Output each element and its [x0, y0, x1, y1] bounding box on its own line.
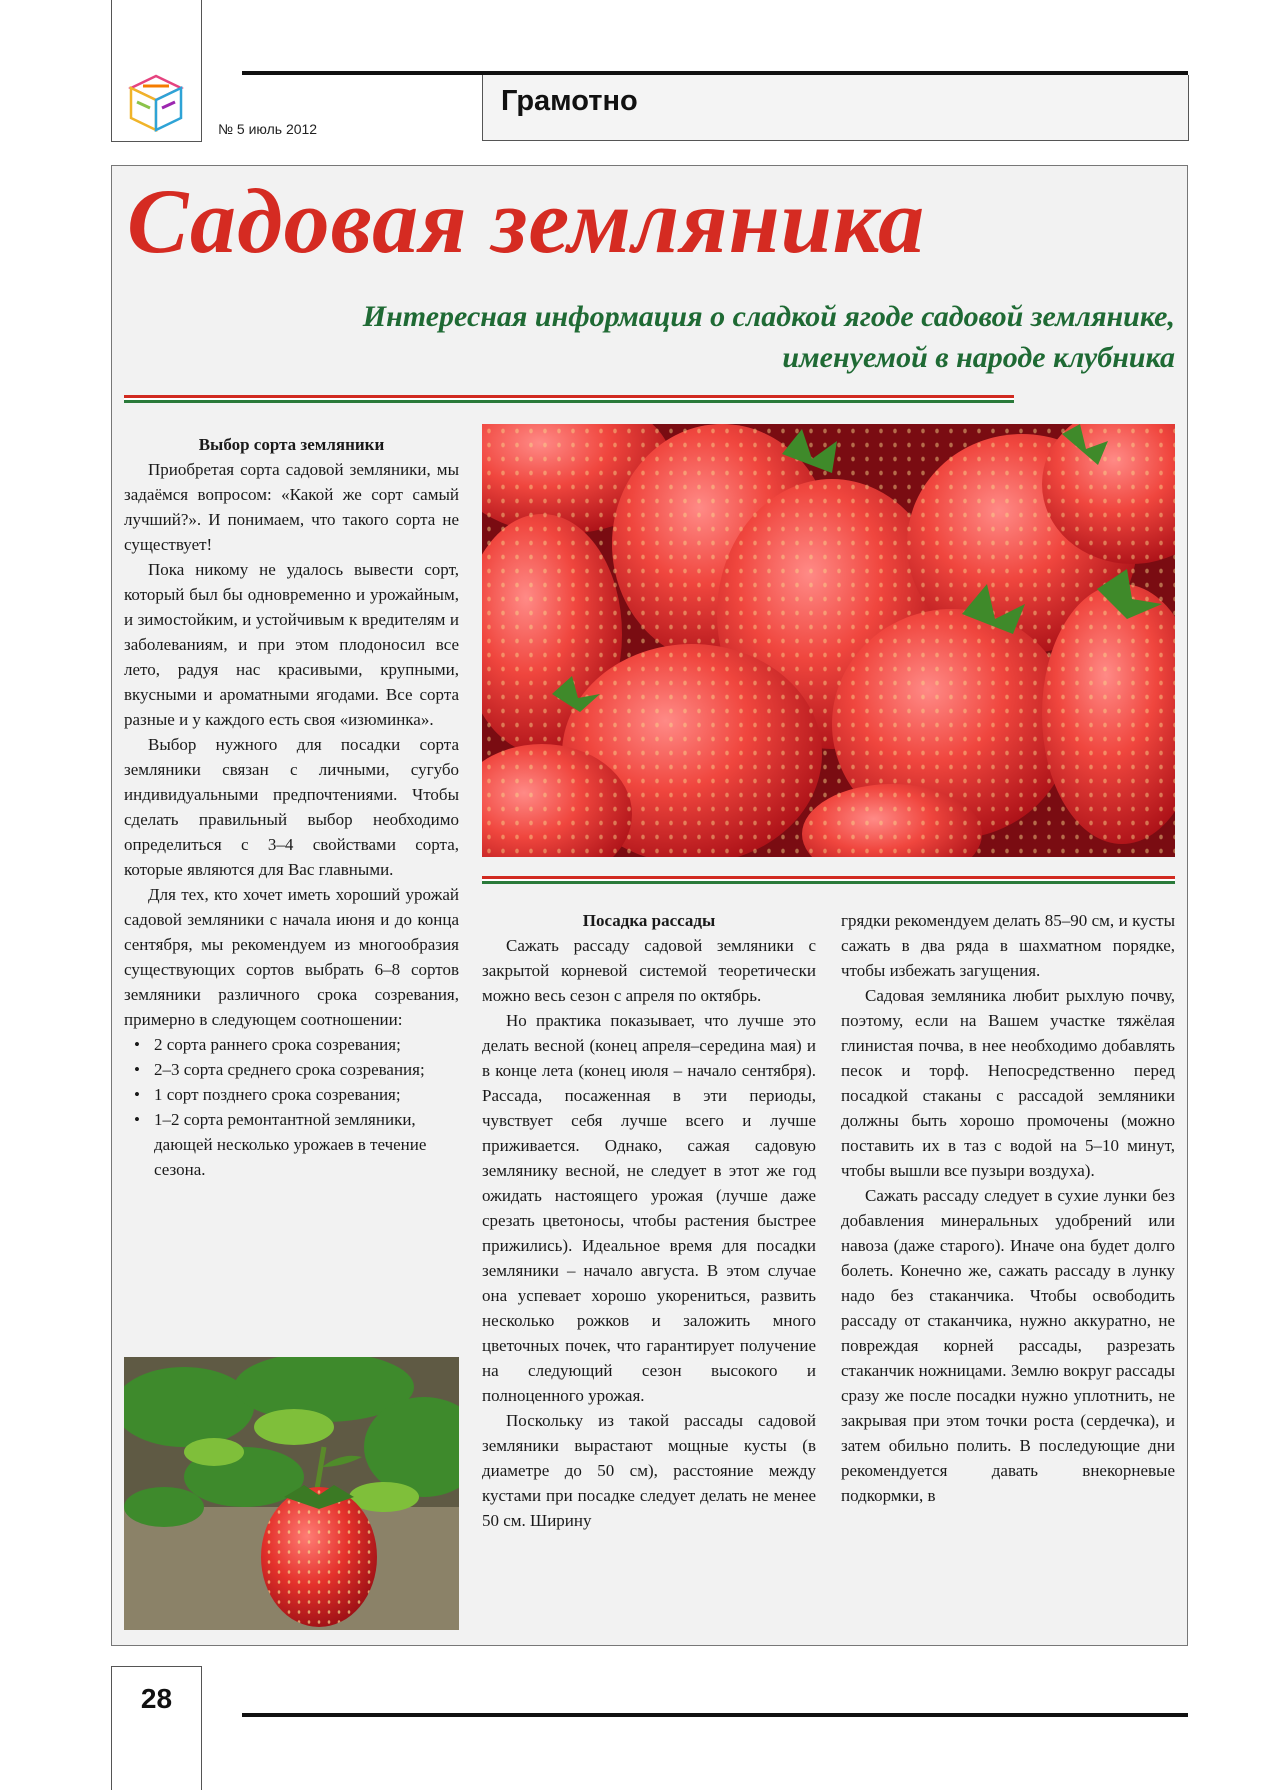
- column-3: [841, 908, 1175, 1508]
- footer-rule: [242, 1713, 1188, 1717]
- page-tab: [111, 1666, 202, 1790]
- magazine-logo-cube-icon: [125, 72, 187, 134]
- strawberry-plant-photo: [124, 1357, 459, 1630]
- strawberries-photo: [482, 424, 1175, 857]
- column-2: [482, 908, 816, 1533]
- title-divider: [124, 395, 1014, 403]
- issue-label: № 5 июль 2012: [218, 121, 318, 137]
- strawberry-plant-illustration: [124, 1357, 459, 1630]
- list-item: • 1 сорт позднего срока созревания;: [154, 1082, 459, 1107]
- paragraph: Приобретая сорта садовой земляники, мы задаёмся вопросом: «Какой же сорт самый лучший?». И понимаем, что такого сорта не существует!: [124, 460, 459, 554]
- page-number: 28: [140, 1683, 173, 1714]
- paragraph: Для тех, кто хочет иметь хороший урожай садовой земляники с начала июня и до конца сентября, мы рекомендуем из многообразия существующих сортов выбрать 6–8 сортов земляники различного срока созревания, примерно в следующем соотношении:: [124, 885, 459, 1029]
- article-subtitle: [235, 296, 1175, 378]
- subtitle-line-2: именуемой в народе клубника: [782, 341, 1175, 374]
- paragraph: грядки рекомендуем делать 85–90 см, и кусты сажать в два ряда в шахматном порядке, чтобы избежать загущения.: [841, 911, 1175, 980]
- photo-divider: [482, 876, 1175, 884]
- list-item: • 1–2 сорта ремонтантной земляники, дающей несколько урожаев в течение сезона.: [154, 1107, 459, 1182]
- article-title: Садовая земляника: [127, 170, 926, 272]
- subtitle-line-1: Интересная информация о сладкой ягоде садовой землянике,: [362, 300, 1175, 333]
- column-1: [124, 432, 459, 1182]
- paragraph: Садовая земляника любит рыхлую почву, поэтому, если на Вашем участке тяжёлая глинистая почва, в нее необходимо добавлять песок и торф. Непосредственно перед посадкой стаканы с рассадой земляники должны быть хорошо промочены (можно поставить их в таз с водой на 5–10 минут, чтобы вышли все пузыри воздуха).: [841, 986, 1175, 1180]
- section-heading-variety: Выбор сорта земляники: [198, 435, 385, 454]
- rubric-title: Грамотно: [501, 85, 638, 117]
- list-item: • 2 сорта раннего срока созревания;: [154, 1032, 459, 1057]
- paragraph: Сажать рассаду садовой земляники с закрытой корневой системой теоретически можно весь сезон с апреля по октябрь.: [482, 936, 816, 1005]
- strawberries-illustration: [482, 424, 1175, 857]
- variety-list: [124, 1032, 459, 1182]
- list-item: • 2–3 сорта среднего срока созревания;: [154, 1057, 459, 1082]
- rubric-box: [482, 75, 1189, 141]
- paragraph: Но практика показывает, что лучше это делать весной (конец апреля–середина мая) и в конце лета (конец июля – начало сентября). Рассада, посаженная в эти периоды, чувствует себя лучше всего и лучше приживается. Однако, сажая садовую землянику весной, не следует в этот же год ожидать настоящего урожая (лучше даже срезать цветоносы, чтобы растения быстрее прижились). Идеальное время для посадки земляники – начало августа. В этом случае она успевает хорошо укорениться, развить несколько рожков и заложить много цветочных почек, что гарантирует получение на следующий сезон высокого и полноценного урожая.: [482, 1011, 816, 1405]
- paragraph: Пока никому не удалось вывести сорт, который был бы одновременно и урожайным, и зимостойким, и устойчивым к вредителям и заболеваниям, и при этом плодоносил все лето, радуя нас красивыми, крупными, вкусными и ароматными ягодами. Все сорта разные и у каждого есть своя «изюминка».: [124, 560, 459, 729]
- paragraph: Сажать рассаду следует в сухие лунки без добавления минеральных удобрений или навоза (даже старого). Иначе она будет долго болеть. Конечно же, сажать рассаду в лунку надо без стаканчика. Чтобы освободить рассаду от стаканчика, нужно аккуратно, не повреждая корней рассады, разрезать стаканчик ножницами. Землю вокруг рассады сразу же после посадки нужно уплотнить, не закрывая при этом точки роста (сердечка), и затем обильно полить. В последующие дни рекомендуется давать внекорневые подкормки, в: [841, 1186, 1175, 1505]
- paragraph: Выбор нужного для посадки сорта земляники связан с личными, сугубо индивидуальными предпочтениями. Чтобы сделать правильный выбор необходимо определиться с 3–4 свойствами сорта, которые являются для Вас главными.: [124, 735, 459, 879]
- paragraph: Поскольку из такой рассады садовой земляники вырастают мощные кусты (в диаметре до 50 см), расстояние между кустами при посадке следует делать не менее 50 см. Ширину: [482, 1411, 816, 1530]
- section-heading-planting: Посадка рассады: [582, 911, 716, 930]
